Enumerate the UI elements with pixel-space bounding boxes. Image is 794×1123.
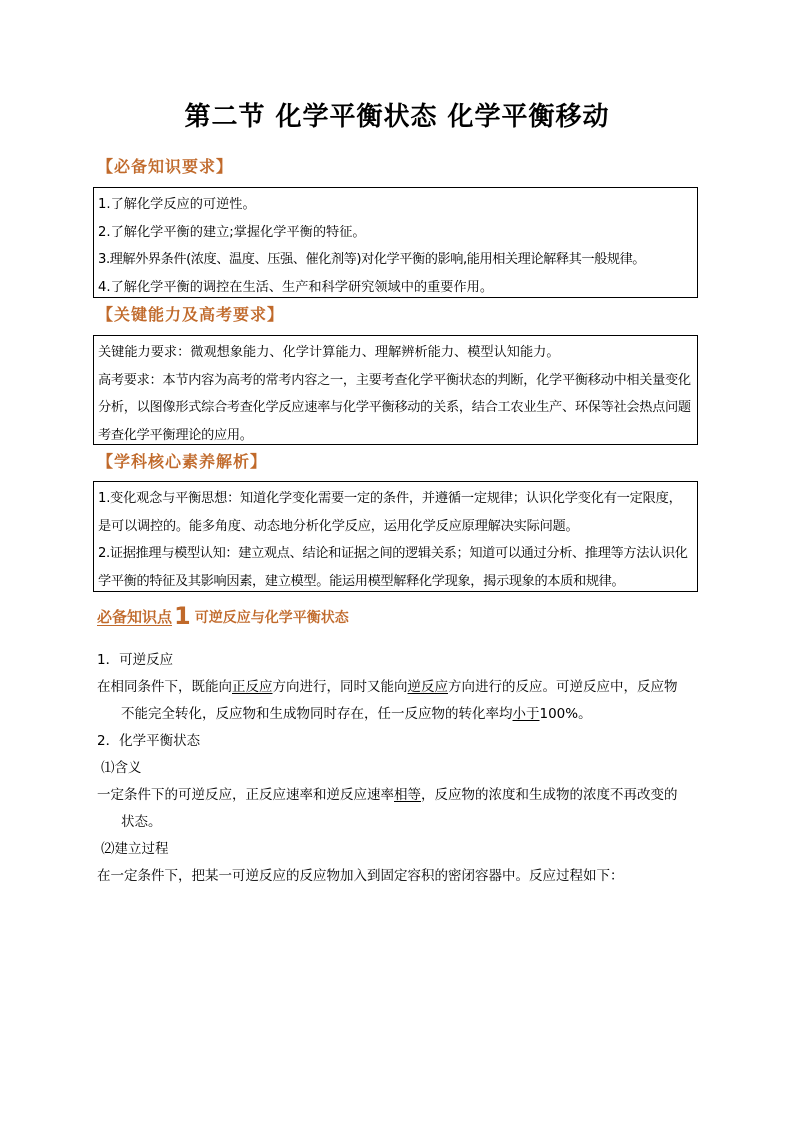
knowledge-point-number: 1 [174, 602, 191, 630]
literacy-item: 2.证据推理与模型认知：建立观点、结论和证据之间的逻辑关系；知道可以通过分析、推理等方法认识化学平衡的特征及其影响因素，建立模型。能运用模型解释化学现象，揭示现象的本质和规律。 [98, 546, 688, 589]
required-knowledge-box [93, 187, 698, 298]
section-heading-literacy: 【学科核心素养解析】 [97, 452, 268, 471]
text-run: 100%。 [539, 706, 592, 722]
sub-item-meaning: ⑴含义 [101, 760, 142, 776]
subheading-reversible: 1．可逆反应 [97, 652, 174, 668]
required-item: 3.理解外界条件(浓度、温度、压强、催化剂等)对化学平衡的影响,能用相关理论解释其一般规律。 [98, 252, 646, 267]
required-item: 2.了解化学平衡的建立;掌握化学平衡的特征。 [98, 224, 366, 240]
required-item: 4.了解化学平衡的调控在生活、生产和科学研究领域中的重要作用。 [98, 279, 494, 295]
required-item: 1.了解化学反应的可逆性。 [98, 197, 256, 212]
section-heading-ability: 【关键能力及高考要求】 [97, 305, 285, 324]
underlined-term: 小于 [512, 706, 540, 722]
underlined-term: 正反应 [232, 679, 273, 695]
paragraph-process: 在一定条件下，把某一可逆反应的反应物加入到固定容积的密闭容器中。反应过程如下： [97, 868, 624, 884]
literacy-item: 1.变化观念与平衡思想：知道化学变化需要一定的条件，并遵循一定规律；认识化学变化有一定限度，是可以调控的。能多角度、动态地分析化学反应，运用化学反应原理解决实际问题。 [98, 491, 682, 534]
content-body [97, 647, 702, 890]
text-run: 方向进行，同时又能向 [272, 679, 408, 695]
text-run: 在相同条件下，既能向 [97, 679, 232, 695]
underlined-term: 逆反应 [407, 679, 448, 695]
section-heading-required: 【必备知识要求】 [97, 157, 234, 176]
sub-item-process: ⑵建立过程 [101, 841, 169, 857]
text-run: 一定条件下的可逆反应，正反应速率和逆反应速率 [97, 787, 394, 803]
paragraph-meaning [97, 782, 702, 836]
text-run: 状态。 [121, 814, 162, 830]
knowledge-point-title: 可逆反应与化学平衡状态 [194, 610, 349, 626]
core-literacy-box [93, 481, 698, 592]
text-run: ，反应物的浓度和生成物的浓度不再改变的 [421, 787, 678, 803]
key-ability-box [93, 335, 698, 445]
knowledge-point-label: 必备知识点 [97, 608, 173, 626]
subheading-equilibrium: 2．化学平衡状态 [97, 733, 201, 749]
knowledge-point-heading [97, 600, 349, 628]
paragraph-reversible [97, 674, 702, 728]
page-title: 第二节 化学平衡状态 化学平衡移动 [184, 102, 610, 132]
text-run: 不能完全转化，反应物和生成物同时存在，任一反应物的转化率均 [121, 706, 513, 722]
text-run: 方向进行的反应。可逆反应中，反应物 [448, 679, 678, 695]
ability-item: 高考要求：本节内容为高考的常考内容之一，主要考查化学平衡状态的判断，化学平衡移动中相关量变化分析，以图像形式综合考查化学反应速率与化学平衡移动的关系，结合工农业生产、环保等社会热点问题考查化学平衡理论的应用。 [98, 372, 691, 443]
underlined-term: 相等 [394, 787, 421, 803]
ability-item: 关键能力要求：微观想象能力、化学计算能力、理解辨析能力、模型认知能力。 [98, 345, 560, 360]
